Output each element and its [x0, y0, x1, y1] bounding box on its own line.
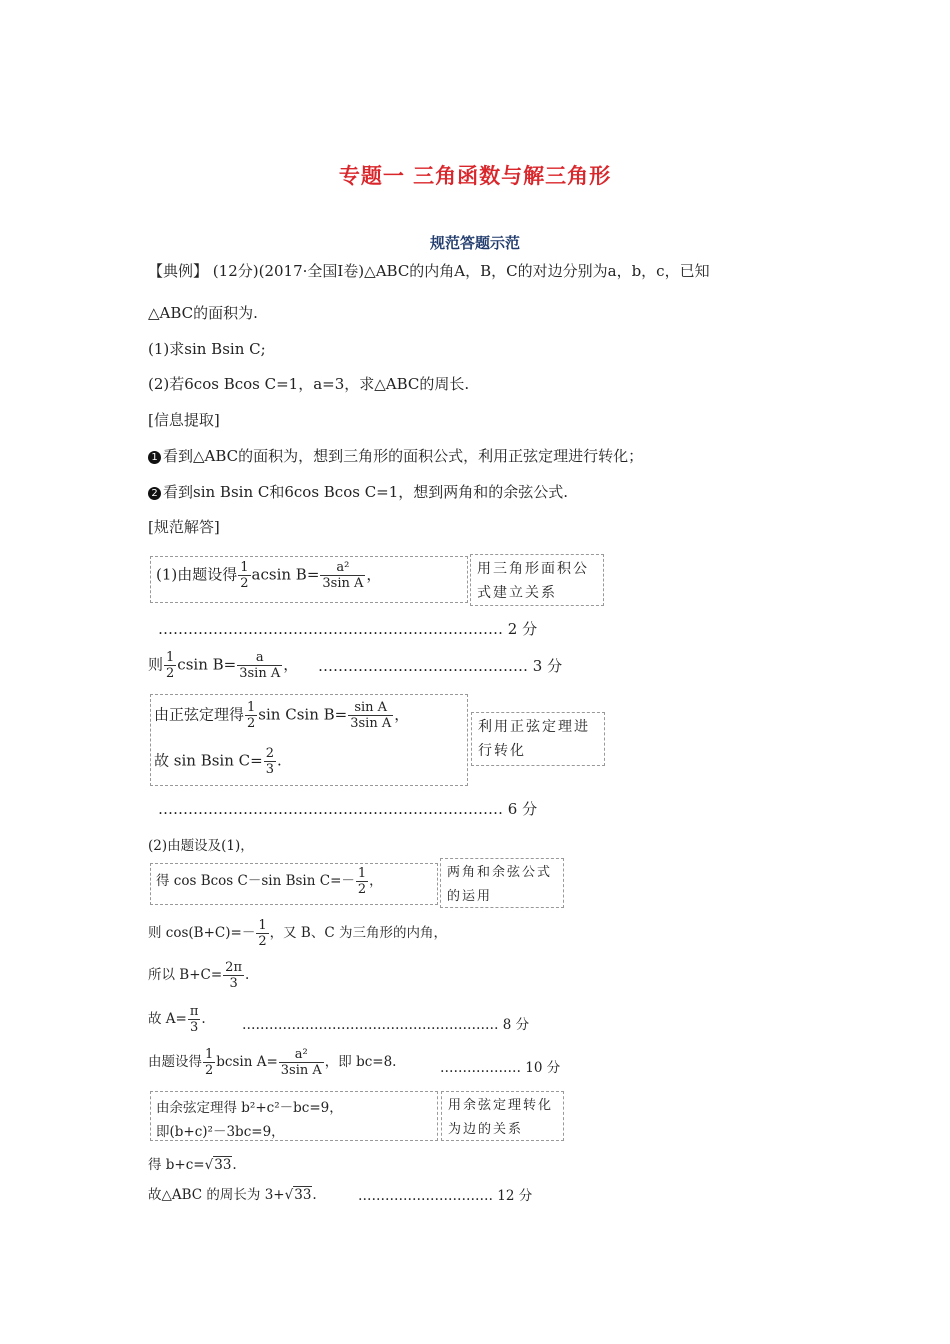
example-line-2: △ABC的面积为.	[148, 304, 258, 322]
question-1: (1)求sin Bsin C;	[148, 340, 266, 358]
step-1-pre: (1)由题设得	[156, 565, 238, 584]
question-2: (2)若6cos Bcos C=1，a=3，求△ABC的周长.	[148, 375, 470, 393]
score-3: …………………………………… 3 分	[318, 657, 563, 675]
step-6-end: ，又 B、C 为三角形的内角，	[269, 925, 447, 941]
info-header: [信息提取]	[148, 411, 220, 429]
info-bullet-2	[148, 481, 568, 502]
fraction-num: a	[237, 650, 282, 666]
step-1-mid: acsin B=	[251, 565, 320, 584]
bullet-2-icon: 2	[148, 487, 161, 500]
step-13	[148, 1183, 317, 1203]
example-text-1: (12分)(2017·全国Ⅰ卷)△ABC的内角A，B，C的对边分别为a，b，c，已知	[212, 262, 710, 280]
step-2-pre: 则	[148, 655, 164, 674]
section-subtitle: 规范答题示范	[429, 234, 520, 252]
step-12-end: .	[232, 1157, 237, 1173]
fraction-den: 2	[247, 716, 256, 731]
note-sum-cosine: 两角和余弦公式的运用	[440, 858, 564, 908]
fraction-den: 2	[357, 882, 367, 897]
fraction-half	[256, 918, 268, 949]
note-cosine-law: 用余弦定理转化为边的关系	[441, 1091, 564, 1141]
fraction-a-3sinA	[237, 650, 282, 681]
fraction-half	[356, 866, 368, 897]
fraction-den: 3	[229, 976, 238, 991]
step-4	[154, 746, 282, 777]
step-8-pre: 故 A=	[148, 1011, 187, 1027]
fraction-den: 3sin A	[280, 1063, 322, 1078]
step-3-pre: 由正弦定理得	[154, 705, 245, 724]
step-8-end: .	[201, 1011, 206, 1027]
step-13-pre: 故△ABC 的周长为 3+	[148, 1187, 285, 1203]
fraction-pi-3	[188, 1004, 201, 1035]
step-4-end: .	[276, 751, 282, 770]
step-11: 即(b+c)²－3bc=9，	[156, 1124, 285, 1140]
fraction-a2-3sinA	[320, 560, 365, 591]
example-tag: 【典例】	[148, 262, 209, 280]
step-13-end: .	[312, 1187, 317, 1203]
fraction-2pi-3	[223, 960, 244, 991]
step-9-pre: 由题设得	[148, 1054, 202, 1070]
step-6	[148, 918, 447, 949]
info-bullet-2-text: 看到sin Bsin C和6cos Bcos C=1，想到两角和的余弦公式.	[163, 483, 569, 501]
radicand: 33	[214, 1157, 232, 1173]
step-7-pre: 所以 B+C=	[148, 967, 223, 983]
fraction-den: 2	[166, 666, 175, 681]
step-6-pre: 则 cos(B+C)=－	[148, 925, 256, 941]
info-bullet-1	[148, 445, 643, 466]
fraction-num: 2	[265, 746, 274, 761]
step-7-end: .	[245, 967, 250, 983]
step-9-end: ，即 bc=8.	[324, 1054, 397, 1070]
fraction-den: 3sin A	[239, 666, 281, 681]
score-2: …………………………………………………………… 2 分	[158, 620, 538, 638]
page-title: 专题一 三角函数与解三角形	[338, 164, 612, 188]
solution-header: [规范解答]	[148, 518, 220, 536]
fraction-den: 3sin A	[350, 716, 392, 731]
note-sine-law: 利用正弦定理进行转化	[471, 712, 605, 766]
step-10: 由余弦定理得 b²+c²－bc=9，	[156, 1100, 343, 1116]
fraction-num: 1	[247, 700, 256, 715]
step-5-end: ，	[369, 873, 383, 889]
fraction-den: 3	[189, 1020, 199, 1035]
step-5-pre: 得 cos Bcos C－sin Bsin C=－	[156, 873, 355, 889]
fraction-num: sin A	[348, 700, 393, 716]
part-2-intro: (2)由题设及(1)，	[148, 838, 254, 854]
fraction-a2-3sinA	[279, 1047, 324, 1078]
fraction-num: π	[189, 1004, 199, 1019]
score-6: …………………………………………………………… 6 分	[158, 800, 538, 818]
step-3	[154, 700, 409, 731]
radicand: 33	[294, 1187, 312, 1203]
step-3-mid: sin Csin B=	[258, 705, 348, 724]
step-4-pre: 故 sin Bsin C=	[154, 751, 263, 770]
step-12	[148, 1153, 237, 1173]
note-area-formula: 用三角形面积公式建立关系	[470, 554, 604, 606]
step-9-mid: bcsin A=	[216, 1054, 278, 1070]
step-7	[148, 960, 249, 991]
fraction-sinA-3sinA	[348, 700, 393, 731]
step-1-end: ，	[366, 565, 382, 584]
fraction-num: 1	[205, 1047, 214, 1062]
fraction-num: 1	[166, 650, 175, 665]
bullet-1-icon: 1	[148, 451, 161, 464]
score-8: ………………………………………………… 8 分	[242, 1017, 530, 1033]
step-9	[148, 1047, 396, 1078]
info-bullet-1-text: 看到△ABC的面积为，想到三角形的面积公式，利用正弦定理进行转化；	[163, 447, 644, 465]
score-10: ……………… 10 分	[440, 1060, 561, 1076]
sqrt-icon: √	[284, 1187, 294, 1203]
fraction-half	[238, 560, 250, 591]
step-3-end: ，	[394, 705, 410, 724]
fraction-half	[203, 1047, 215, 1078]
fraction-den: 2	[258, 934, 267, 949]
step-2-mid: csin B=	[177, 655, 237, 674]
fraction-half	[164, 650, 176, 681]
step-2-end: ，	[283, 655, 299, 674]
fraction-den: 2	[205, 1063, 214, 1078]
score-12: ………………………… 12 分	[358, 1188, 533, 1204]
fraction-num: 1	[258, 918, 267, 933]
step-12-pre: 得 b+c=	[148, 1157, 205, 1173]
fraction-den: 3	[265, 762, 274, 777]
fraction-two-thirds	[264, 746, 276, 777]
fraction-den: 2	[240, 576, 249, 591]
fraction-den: 3sin A	[322, 576, 364, 591]
fraction-num: a²	[320, 560, 365, 576]
example-line-1	[148, 260, 710, 281]
fraction-num: 2π	[225, 960, 242, 975]
fraction-num: 1	[357, 866, 367, 881]
fraction-half	[245, 700, 257, 731]
step-8	[148, 1004, 206, 1035]
sqrt-icon: √	[204, 1157, 214, 1173]
step-2	[148, 650, 298, 681]
fraction-num: 1	[240, 560, 249, 575]
fraction-num: a²	[279, 1047, 324, 1063]
step-1	[156, 560, 381, 591]
step-5	[156, 866, 383, 897]
